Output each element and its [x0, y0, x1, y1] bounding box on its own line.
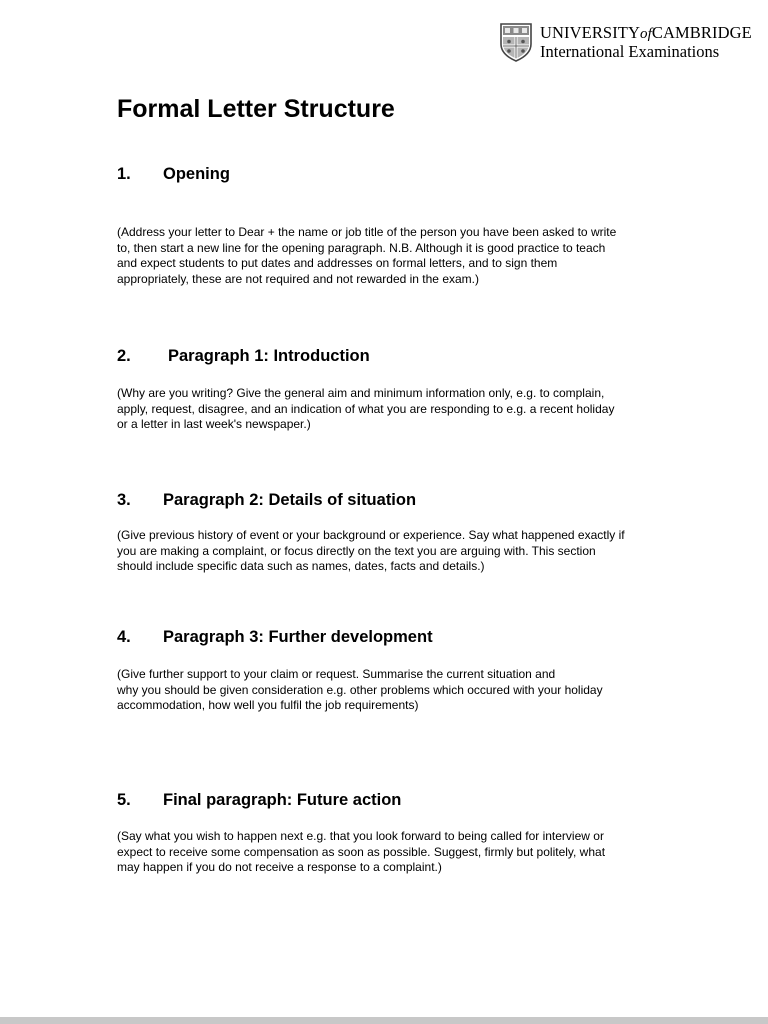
section-title: Opening [163, 165, 230, 183]
section-number: 2. [117, 347, 131, 365]
university-crest-icon [499, 22, 533, 62]
logo-university-text: UNIVERSITYofCAMBRIDGE [540, 23, 752, 42]
section-number: 3. [117, 491, 131, 509]
section-title: Paragraph 1: Introduction [168, 347, 370, 365]
section-body-development: (Give further support to your claim or request. Summarise the current situation and why you should be given consideration e.g. other problems which occured with your holiday accommodation, how well you fulfil the job requirements) [117, 667, 603, 712]
section-number: 5. [117, 791, 131, 809]
cambridge-logo [499, 22, 754, 66]
section-body-future-action: (Say what you wish to happen next e.g. that you look forward to being called for interview or expect to receive some compensation as soon as possible. Suggest, firmly but politely, what may happen if you do not receive a response to a complaint.) [117, 829, 606, 874]
logo-examinations-text: International Examinations [540, 42, 720, 61]
section-body-details: (Give previous history of event or your background or experience. Say what happened exactly if you are making a complaint, or focus directly on the text you are arguing with. This section should include specific data such as names, dates, facts and details.) [117, 528, 625, 573]
section-title: Final paragraph: Future action [163, 791, 402, 809]
section-title: Paragraph 2: Details of situation [163, 491, 417, 509]
section-number: 4. [117, 628, 131, 646]
section-number: 1. [117, 165, 131, 183]
page-title: Formal Letter Structure [117, 95, 395, 123]
section-body-introduction: (Why are you writing? Give the general aim and minimum information only, e.g. to complain, apply, request, disagree, and an indication of what you are responding to e.g. a recent holiday or a letter in last week's newspaper.) [117, 386, 615, 431]
page-bottom-border [0, 1017, 768, 1024]
section-title: Paragraph 3: Further development [163, 628, 433, 646]
section-body-opening: (Address your letter to Dear + the name or job title of the person you have been asked to write to, then start a new line for the opening paragraph. N.B. Although it is good practice to teach and expect students to put dates and addresses on formal letters, and to sign them appropriately, these are not required and not rewarded in the exam.) [117, 225, 617, 286]
